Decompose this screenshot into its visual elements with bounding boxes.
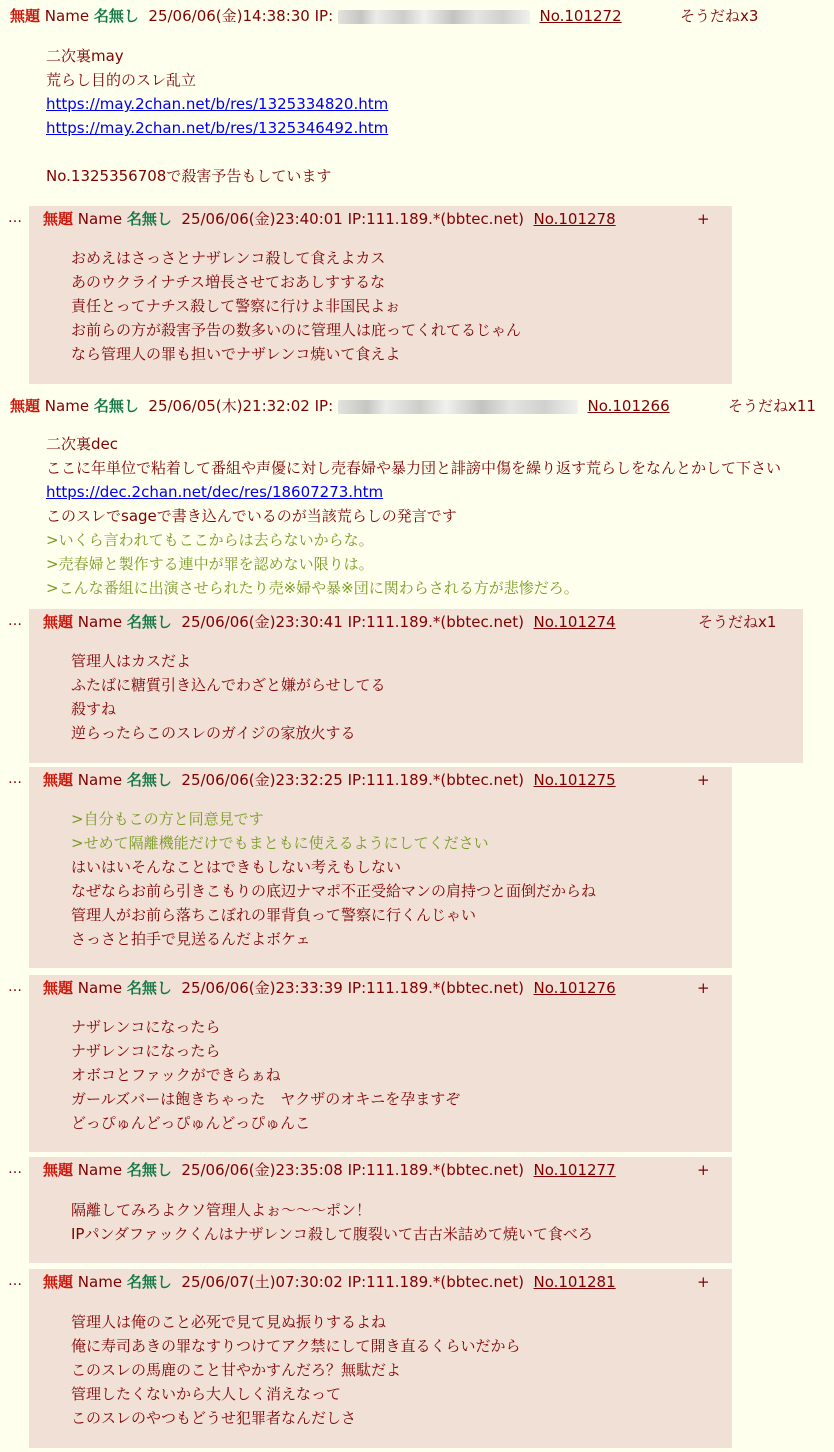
name-label: Name	[44, 7, 90, 25]
quote-line: >売春婦と製作する連中が罪を認めない限りは。	[46, 555, 374, 573]
sodane-plus-button[interactable]: +	[697, 210, 710, 228]
post-line: 管理人がお前ら落ちこぼれの罪背負って警察に行くんじゃい	[71, 906, 477, 924]
reply-dots: …	[8, 1273, 22, 1289]
post-line: 殺すね	[71, 700, 117, 718]
name-label: Name	[44, 397, 90, 415]
post-date-ip: 25/06/06(金)23:32:25 IP:111.189.*(bbtec.net)	[181, 771, 524, 789]
post-line: ここに年単位で粘着して番組や声優に対し売春婦や暴力団と誹謗中傷を繰り返す荒らしをなんとかして下さい	[46, 459, 782, 477]
post-line: IPパンダファックくんはナザレンコ殺して腹裂いて古古米詰めて焼いて食べろ	[71, 1225, 593, 1243]
sodane-plus-button[interactable]: +	[697, 1161, 710, 1179]
poster-name: 名無し	[126, 979, 172, 997]
ip-redacted	[338, 10, 530, 24]
post-line: 責任とってナチス殺して警察に行けよ非国民よぉ	[71, 297, 401, 315]
poster-name: 名無し	[126, 613, 172, 631]
reply-header	[43, 612, 616, 632]
post-number-link[interactable]: No.101276	[533, 979, 616, 997]
post-line: オボコとファックができらぁね	[71, 1066, 281, 1084]
sodane-plus-button[interactable]: +	[697, 771, 710, 789]
reply-dots: …	[8, 210, 22, 226]
post-number-link[interactable]: No.101278	[533, 210, 616, 228]
post-line: どっぴゅんどっぴゅんどっぴゅんこ	[71, 1114, 311, 1132]
post-line: 隔離してみろよクソ管理人よぉ～～～ポン！	[71, 1201, 372, 1219]
reply-header	[43, 1272, 616, 1292]
post-line: ナザレンコになったら	[71, 1042, 221, 1060]
sodane-plus-button[interactable]: +	[697, 979, 710, 997]
reply-header	[43, 209, 616, 229]
post-line: おめえはさっさとナザレンコ殺して食えよカス	[71, 249, 386, 267]
post-date-ip: 25/06/06(金)23:33:39 IP:111.189.*(bbtec.net)	[181, 979, 524, 997]
post-line: 管理したくないから大人しく消えなって	[71, 1385, 342, 1403]
post-line: 俺に寿司あきの罪なすりつけてアク禁にして開き直るくらいだから	[71, 1337, 521, 1355]
post-date-ip: 25/06/06(金)23:40:01 IP:111.189.*(bbtec.net)	[181, 210, 524, 228]
reply-dots: …	[8, 771, 22, 787]
post-date-ip: 25/06/06(金)14:38:30 IP:	[148, 7, 334, 25]
post-number-link[interactable]: No.101266	[587, 397, 670, 415]
sodane-button[interactable]	[680, 6, 758, 26]
quote-line: >自分もこの方と同意見です	[71, 810, 264, 828]
thread-link[interactable]: https://dec.2chan.net/dec/res/18607273.htm	[46, 483, 384, 501]
quote-line: >こんな番組に出演させられたり売※婦や暴※団に関わらされる方が悲惨だろ。	[46, 579, 579, 597]
post-line: このスレのやつもどうせ犯罪者なんだしさ	[71, 1409, 357, 1427]
post-line: 二次裏may	[46, 47, 124, 65]
thread-link[interactable]: https://may.2chan.net/b/res/1325334820.htm	[46, 95, 389, 113]
post-subject: 無題	[10, 397, 41, 415]
sodane-count: x1	[758, 613, 777, 631]
post-line: このスレの馬鹿のこと甘やかすんだろ？無駄だよ	[71, 1361, 402, 1379]
name-label: Name	[77, 1273, 123, 1291]
reply-body	[71, 649, 386, 745]
post-subject: 無題	[43, 1273, 74, 1291]
name-label: Name	[77, 1161, 123, 1179]
thread-link[interactable]: https://may.2chan.net/b/res/1325346492.htm	[46, 119, 389, 137]
name-label: Name	[77, 210, 123, 228]
sodane-button[interactable]	[728, 396, 816, 416]
post-line: ふたばに糖質引き込んでわざと嫌がらせしてる	[71, 676, 386, 694]
post-date-ip: 25/06/07(土)07:30:02 IP:111.189.*(bbtec.net)	[181, 1273, 524, 1291]
reply-dots: …	[8, 979, 22, 995]
blank-line	[46, 140, 388, 164]
post-subject: 無題	[43, 613, 74, 631]
reply-body	[71, 1015, 460, 1135]
post-line: さっさと拍手で見送るんだよボケェ	[71, 930, 311, 948]
post-subject: 無題	[43, 1161, 74, 1179]
post-date-ip: 25/06/05(木)21:32:02 IP:	[148, 397, 334, 415]
post-number-link[interactable]: No.101281	[533, 1273, 616, 1291]
post-line: あのウクライナチス増長させておあしすするな	[71, 273, 386, 291]
post-line: No.1325356708で殺害予告もしています	[46, 167, 332, 185]
reply-header	[43, 770, 616, 790]
name-label: Name	[77, 613, 123, 631]
sodane-label: そうだね	[728, 397, 789, 415]
post-line: お前らの方が殺害予告の数多いのに管理人は庇ってくれてるじゃん	[71, 321, 522, 339]
reply-header	[43, 1160, 616, 1180]
sodane-count: x3	[740, 7, 759, 25]
post-subject: 無題	[10, 7, 41, 25]
reply-body	[71, 1198, 593, 1246]
reply-body	[71, 807, 596, 951]
post-date-ip: 25/06/06(金)23:35:08 IP:111.189.*(bbtec.net)	[181, 1161, 524, 1179]
sodane-plus-button[interactable]: +	[697, 1273, 710, 1291]
post-header	[10, 6, 622, 26]
quote-line: >せめて隔離機能だけでもまともに使えるようにしてください	[71, 834, 489, 852]
post-line: 管理人はカスだよ	[71, 652, 192, 670]
post-date-ip: 25/06/06(金)23:30:41 IP:111.189.*(bbtec.net)	[181, 613, 524, 631]
reply-body	[71, 246, 521, 366]
reply-dots: …	[8, 613, 22, 629]
post-body	[46, 44, 388, 188]
sodane-count: x11	[788, 397, 816, 415]
poster-name: 名無し	[126, 1161, 172, 1179]
post-line: このスレでsageで書き込んでいるのが当該荒らしの発言です	[46, 507, 457, 525]
post-subject: 無題	[43, 771, 74, 789]
post-header	[10, 396, 670, 416]
post-line: 荒らし目的のスレ乱立	[46, 71, 197, 89]
post-line: 二次裏dec	[46, 435, 118, 453]
post-number-link[interactable]: No.101272	[539, 7, 622, 25]
post-line: なぜならお前ら引きこもりの底辺ナマポ不正受給マンの肩持つと面倒だからね	[71, 882, 597, 900]
name-label: Name	[77, 979, 123, 997]
post-line: ナザレンコになったら	[71, 1018, 221, 1036]
post-line: なら管理人の罪も担いでナザレンコ焼いて食えよ	[71, 345, 401, 363]
ip-redacted	[338, 400, 578, 414]
sodane-label: そうだね	[680, 7, 741, 25]
poster-name: 名無し	[93, 397, 139, 415]
poster-name: 名無し	[126, 1273, 172, 1291]
reply-header	[43, 978, 616, 998]
reply-body	[71, 1310, 521, 1430]
post-line: はいはいそんなことはできもしない考えもしない	[71, 858, 402, 876]
post-number-link[interactable]: No.101275	[533, 771, 616, 789]
sodane-label: そうだね	[698, 613, 759, 631]
post-subject: 無題	[43, 210, 74, 228]
post-number-link[interactable]: No.101274	[533, 613, 616, 631]
post-line: 逆らったらこのスレのガイジの家放火する	[71, 724, 356, 742]
post-subject: 無題	[43, 979, 74, 997]
poster-name: 名無し	[126, 210, 172, 228]
post-number-link[interactable]: No.101277	[533, 1161, 616, 1179]
post-body	[46, 432, 781, 600]
post-line: ガールズバーは飽きちゃった ヤクザのオキニを孕ますぞ	[71, 1090, 461, 1108]
poster-name: 名無し	[126, 771, 172, 789]
reply-dots: …	[8, 1161, 22, 1177]
poster-name: 名無し	[93, 7, 139, 25]
name-label: Name	[77, 771, 123, 789]
post-line: 管理人は俺のこと必死で見て見ぬ振りするよね	[71, 1313, 387, 1331]
sodane-button[interactable]	[698, 612, 776, 632]
quote-line: >いくら言われてもここからは去らないからな。	[46, 531, 374, 549]
